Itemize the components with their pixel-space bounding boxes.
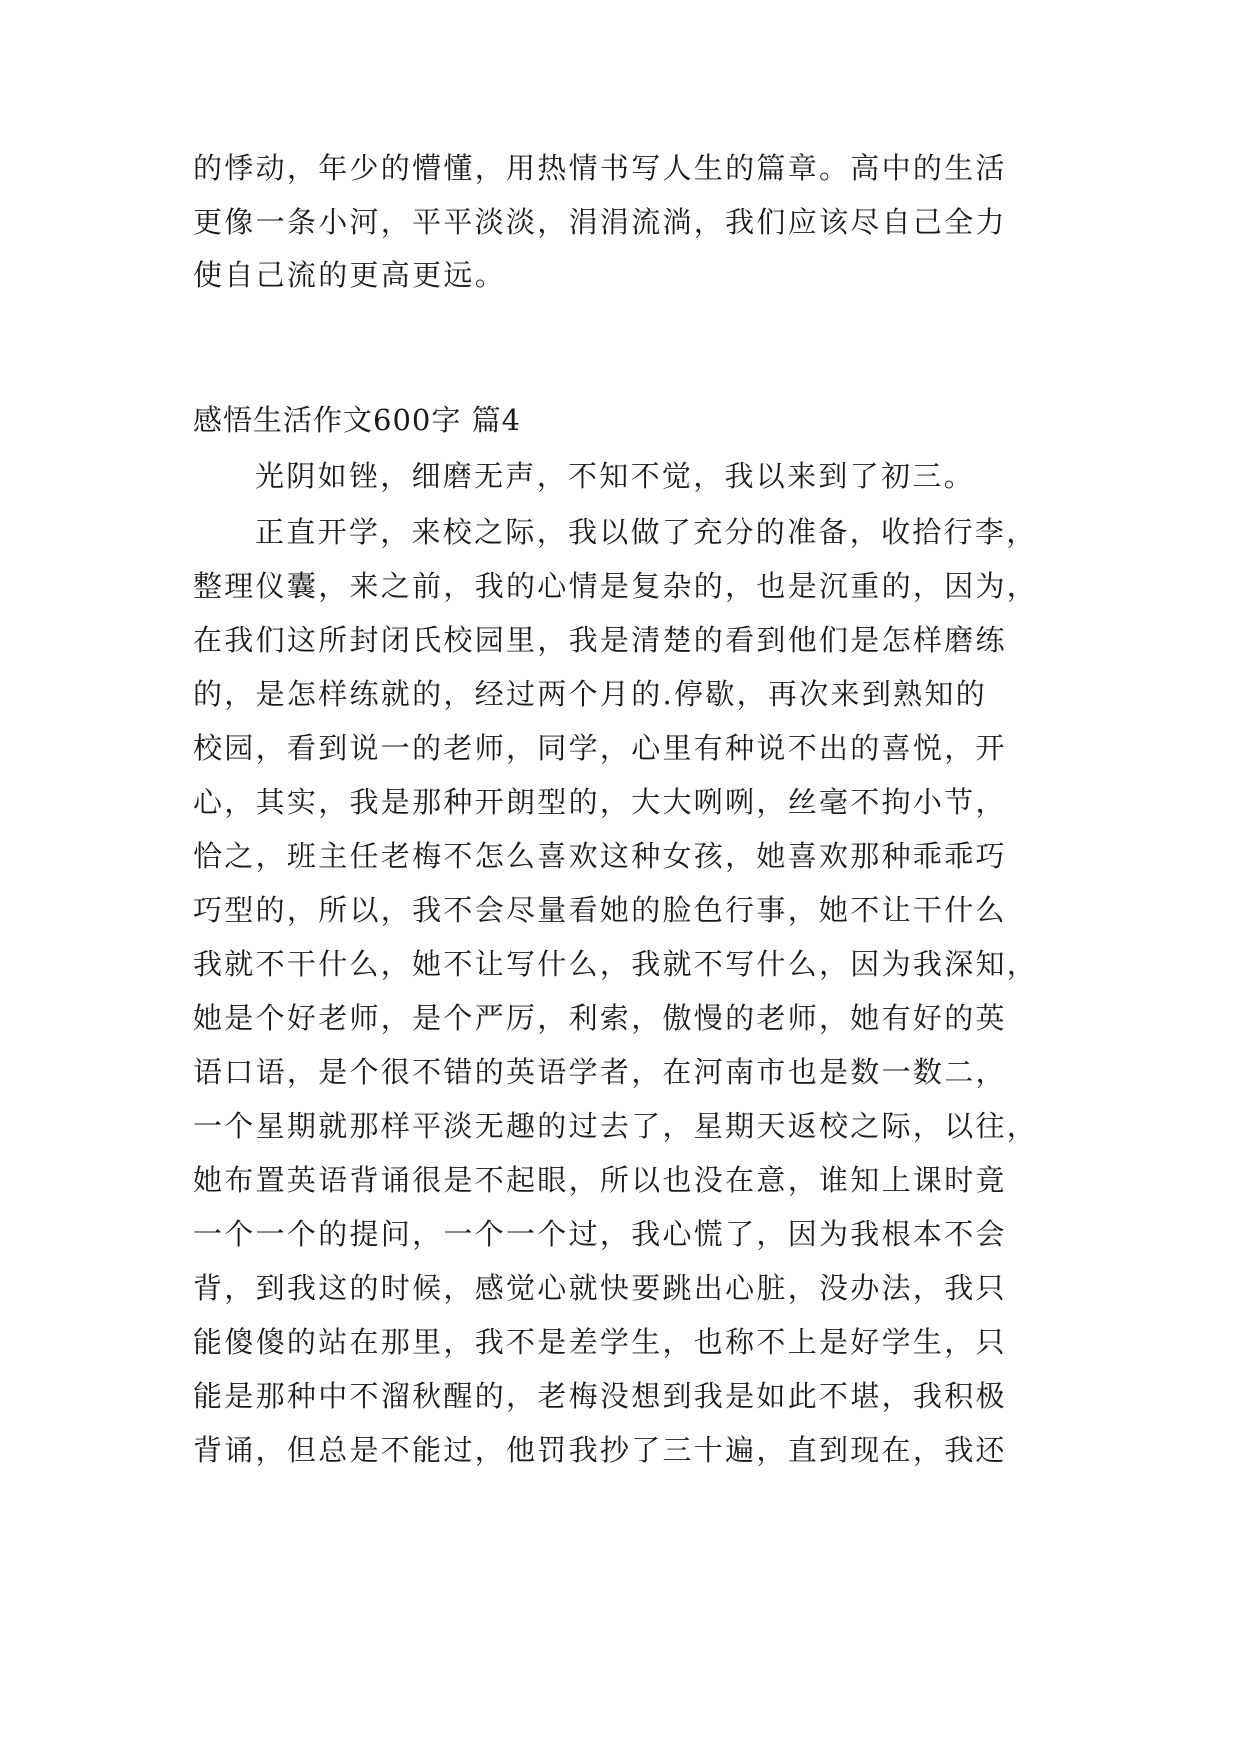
text-line: 恰之，班主任老梅不怎么喜欢这种女孩，她喜欢那种乖乖巧 xyxy=(193,839,1007,873)
text-line: 一个星期就那样平淡无趣的过去了，星期天返校之际，以往， xyxy=(193,1109,1039,1143)
text-line: 校园，看到说一的老师，同学，心里有种说不出的喜悦，开 xyxy=(193,731,1007,765)
text-line: 能傻傻的站在那里，我不是差学生，也称不上是好学生，只 xyxy=(193,1325,1007,1359)
text-line: 背诵，但总是不能过，他罚我抄了三十遍，直到现在，我还 xyxy=(193,1433,1007,1467)
text-line: 在我们这所封闭氏校园里，我是清楚的看到他们是怎样磨练 xyxy=(193,623,1007,657)
text-line: 的悸动，年少的懵懂，用热情书写人生的篇章。高中的生活 xyxy=(193,151,1007,185)
text-line: 正直开学，来校之际，我以做了充分的准备，收拾行李， xyxy=(255,515,1038,549)
text-line: 光阴如锉，细磨无声，不知不觉，我以来到了初三。 xyxy=(255,459,975,493)
text-line: 心，其实，我是那种开朗型的，大大咧咧，丝毫不拘小节， xyxy=(193,785,1007,819)
text-line: 能是那种中不溜秋醒的，老梅没想到我是如此不堪，我积极 xyxy=(193,1379,1007,1413)
text-line: 背，到我这的时候，感觉心就快要跳出心脏，没办法，我只 xyxy=(193,1271,1007,1305)
text-line: 更像一条小河，平平淡淡，涓涓流淌，我们应该尽自己全力 xyxy=(193,205,1007,239)
section-heading: 感悟生活作文600字 篇4 xyxy=(193,403,522,437)
text-line: 她是个好老师，是个严厉，利索，傲慢的老师，她有好的英 xyxy=(193,1001,1007,1035)
text-line: 语口语，是个很不错的英语学者，在河南市也是数一数二， xyxy=(193,1055,1007,1089)
text-line: 巧型的，所以，我不会尽量看她的脸色行事，她不让干什么 xyxy=(193,893,1007,927)
text-line: 一个一个的提问，一个一个过，我心慌了，因为我根本不会 xyxy=(193,1217,1007,1251)
text-line: 使自己流的更高更远。 xyxy=(193,258,507,292)
text-line: 整理仪囊，来之前，我的心情是复杂的，也是沉重的，因为， xyxy=(193,569,1039,603)
text-line: 的，是怎样练就的，经过两个月的.停歇，再次来到熟知的 xyxy=(193,677,988,711)
text-line: 我就不干什么，她不让写什么，我就不写什么，因为我深知， xyxy=(193,947,1039,981)
text-line: 她布置英语背诵很是不起眼，所以也没在意，谁知上课时竟 xyxy=(193,1163,1007,1197)
